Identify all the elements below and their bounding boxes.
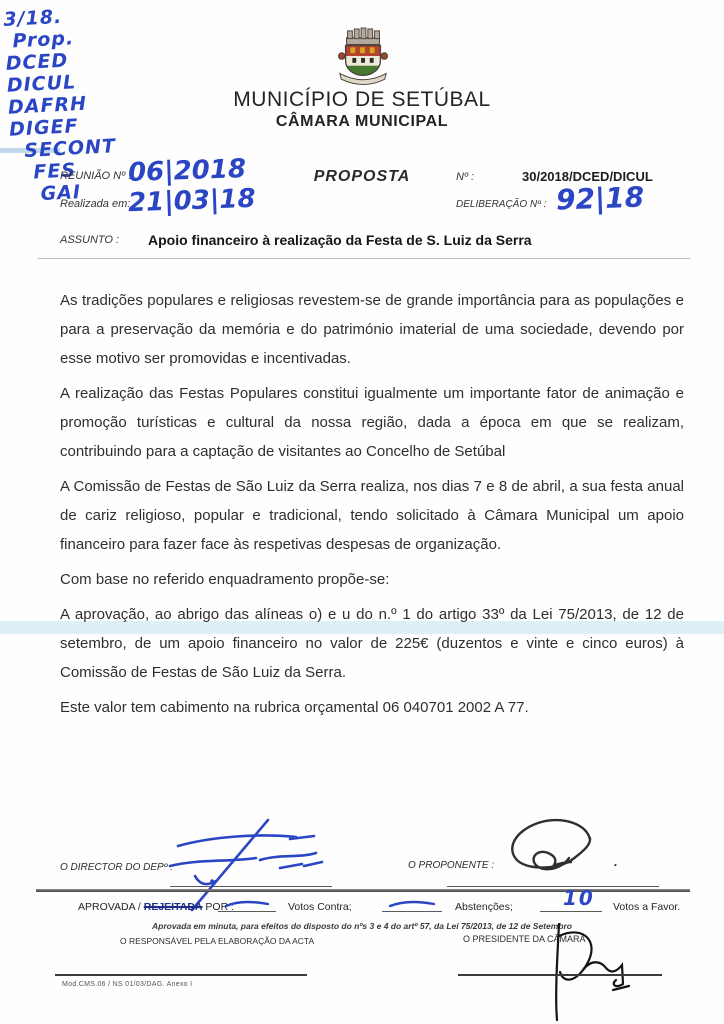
realizada-em-value-handwritten: 21|03|18 xyxy=(127,183,257,219)
body-paragraph: A realização das Festas Populares constitui igualmente um importante fator de animação e promoção turísticas e cultural da nossa região, dada a época em que se realizam, contribuindo para a captação de visitantes ao Concelho de Setúbal xyxy=(60,385,684,460)
handwritten-dash xyxy=(218,897,276,911)
numero-label: Nº : xyxy=(456,171,475,183)
handwritten-note-line: DICUL xyxy=(6,71,77,97)
footer-rule-right xyxy=(458,974,662,976)
deliberacao-label: DELIBERAÇÃO Nº : xyxy=(456,199,547,210)
body-paragraph: Com base no referido enquadramento propõe-se: xyxy=(60,571,390,588)
handwritten-note-line: FES xyxy=(32,159,77,184)
abstencoes-label: Abstenções; xyxy=(455,901,513,913)
municipal-coat-of-arms-icon xyxy=(334,26,392,88)
deliberacao-value-handwritten: 92|18 xyxy=(555,180,645,217)
proponente-signature-handwritten xyxy=(497,818,612,888)
reuniao-label: REUNIÃO Nº : xyxy=(60,170,132,182)
realizada-em-label: Realizada em: xyxy=(60,198,131,210)
votos-favor-value-handwritten: 10 xyxy=(563,886,595,910)
votos-favor-label: Votos a Favor. xyxy=(613,901,681,913)
body-paragraph: Este valor tem cabimento na rubrica orçamental 06 040701 2002 A 77. xyxy=(60,699,529,716)
proposta-title: PROPOSTA xyxy=(313,168,411,185)
reuniao-value-handwritten: 06|2018 xyxy=(127,153,247,189)
director-label: O DIRECTOR DO DEPº : xyxy=(60,862,173,873)
municipality-title: MUNICÍPIO DE SETÚBAL xyxy=(233,88,491,111)
form-model-reference: Mod.CMS.06 / NS 01/03/DAG. Anexo I xyxy=(62,981,193,988)
document-body xyxy=(60,286,684,728)
header-divider-line xyxy=(38,258,690,259)
proponente-label: O PROPONENTE : xyxy=(408,860,495,871)
handwritten-note-line: SECONT xyxy=(23,135,117,162)
handwritten-note-line: DAFRH xyxy=(7,92,88,119)
handwritten-note-line: 3/18. xyxy=(2,5,63,31)
votos-contra-label: Votos Contra; xyxy=(288,901,352,913)
handwritten-note-line: DCED xyxy=(5,49,69,75)
body-paragraph: A Comissão de Festas de São Luiz da Serra realiza, nos dias 7 e 8 de abril, a sua festa anual de cariz religioso, popular e tradicional, tendo solicitado à Câmara Municipal um apoio financeiro para fazer face às respetivas despesas de organização. xyxy=(60,478,684,553)
votos-contra-blank xyxy=(218,897,276,912)
minuta-note: Aprovada em minuta, para efeitos do disposto do nºs 3 e 4 do artº 57, da Lei 75/2013, de 12 de Setembro xyxy=(151,921,572,931)
assunto-label: ASSUNTO : xyxy=(60,234,120,246)
rejeitada-struck-text: REJEITADA xyxy=(143,901,203,913)
footer-rule-left xyxy=(55,974,307,976)
aprovada-text: APROVADA / xyxy=(78,901,144,913)
council-title: CÂMARA MUNICIPAL xyxy=(275,113,449,130)
presidente-camara-label: O PRESIDENTE DA CÂMARA xyxy=(463,934,586,944)
handwritten-note-line: GAI xyxy=(40,181,82,206)
presidente-signature-handwritten xyxy=(527,922,627,1022)
proponente-period: . xyxy=(614,854,618,869)
body-paragraph: As tradições populares e religiosas revestem-se de grande importância para as populações e para a preservação da memória e do património imaterial de uma sociedade, devendo por esse motivo ser promovidas e incentivadas. xyxy=(60,292,684,367)
responsavel-acta-label: O RESPONSÁVEL PELA ELABORAÇÃO DA ACTA xyxy=(120,936,315,946)
handwritten-note-line: Prop. xyxy=(12,27,75,53)
abstencoes-blank xyxy=(382,897,442,912)
numero-value: 30/2018/DCED/DICUL xyxy=(522,169,653,184)
por-text: POR : xyxy=(202,901,234,913)
handwritten-dash xyxy=(382,897,442,911)
approval-status-label xyxy=(78,901,234,913)
handwritten-note-line: DIGEF xyxy=(8,115,80,141)
body-paragraph: A aprovação, ao abrigo das alíneas o) e u do n.º 1 do artigo 33º da Lei 75/2013, de 12 de setembro, de um apoio financeiro no valor de 225€ (duzentos e vinte e cinco euros) à Comissão de Festas de São Luiz da Serra. xyxy=(60,606,684,681)
assunto-value: Apoio financeiro à realização da Festa de S. Luiz da Serra xyxy=(148,232,532,248)
